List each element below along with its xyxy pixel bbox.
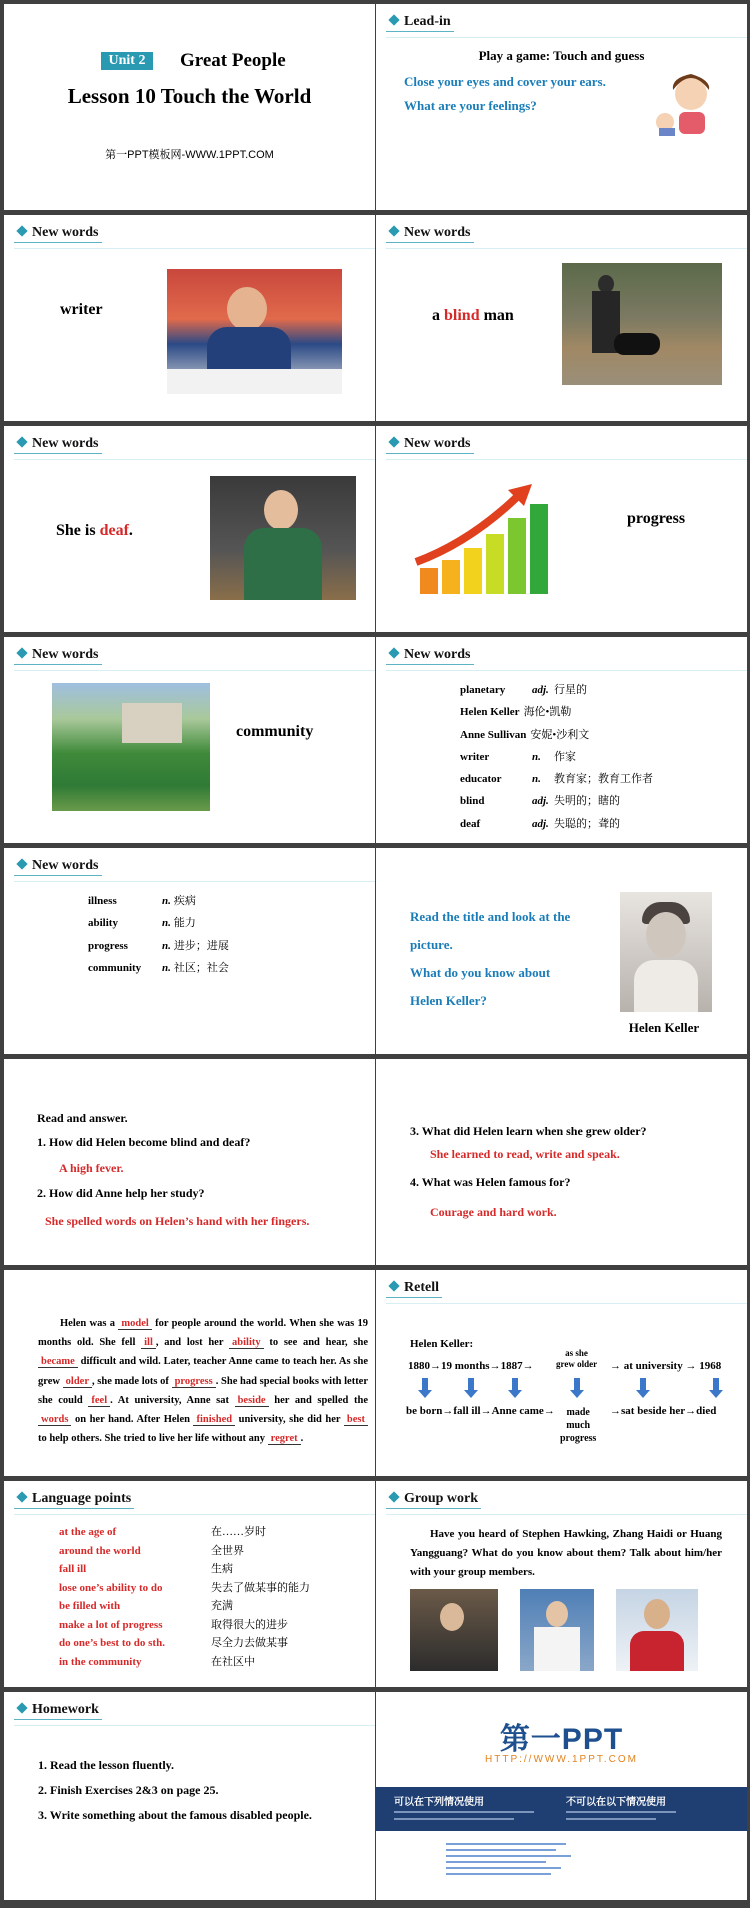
slide-header: Homework <box>14 1702 102 1720</box>
diamond-icon <box>16 647 27 658</box>
sentence-she-is-deaf: She is deaf. <box>56 522 133 539</box>
huang-yangguang-photo <box>616 1589 698 1671</box>
vocab-row: planetary adj. 行星的 <box>460 684 587 696</box>
vocab-row: writer n. 作家 <box>460 750 576 763</box>
slide-header: Language points <box>14 1491 134 1509</box>
timeline-arrows <box>376 1374 747 1402</box>
phrase-row: be filled with 充满 <box>59 1600 233 1612</box>
slide-header: New words <box>14 225 102 243</box>
link-list <box>416 1840 716 1888</box>
blank-answer: older <box>63 1376 92 1388</box>
girl-covering-ears-illustration <box>651 66 723 138</box>
writer-photo <box>167 269 342 394</box>
slide-header: Retell <box>386 1280 442 1298</box>
ppt-logo: 第一PPT <box>499 1723 624 1756</box>
zhang-haidi-photo <box>520 1589 594 1671</box>
vocabulary-list <box>460 679 653 835</box>
vocab-row: community n. 社区；社会 <box>88 961 229 974</box>
diamond-icon <box>388 647 399 658</box>
blind-man-photo <box>562 263 722 385</box>
passage: Helen was a model for people around the world. When she was 19 months old. She fell ill , and lost her ability to see and hear, she became difficult and wild. Later, teacher Anne came to teach her. As she grew older , she made lots of progress . She had special books with letter she could feel . At university, Anne sat beside her and spelled the words on her hand. After Helen finished university, she did her best to help others. She tried to live her life without any regret . <box>38 1318 369 1445</box>
timeline-grew-older: as she grew older <box>556 1348 598 1369</box>
vocab-row: progress n. 进步；进展 <box>88 939 229 952</box>
slide-retell <box>376 1270 747 1476</box>
lesson-title: Lesson 10 Touch the World <box>67 84 312 108</box>
slide-header: New words <box>14 436 102 454</box>
phrase-row: around the world 全世界 <box>59 1544 244 1557</box>
slide-new-words-list-2 <box>4 848 375 1054</box>
answer-3: She learned to read, write and speak. <box>430 1147 620 1161</box>
slide-read-and-answer-1 <box>4 1059 375 1265</box>
slide-header: New words <box>386 436 474 454</box>
phrase-row: in the community 在社区中 <box>59 1655 255 1668</box>
word-community: community <box>236 723 314 740</box>
read-and-answer-title: Read and answer. <box>37 1111 128 1125</box>
answer-4: Courage and hard work. <box>430 1205 557 1219</box>
community-group-photo <box>52 683 210 811</box>
question-2: 2. How did Anne help her study? <box>37 1186 205 1200</box>
vocab-row: Helen Keller 海伦•凯勒 <box>460 706 572 719</box>
blank-answer: finished <box>193 1414 235 1426</box>
diamond-icon <box>16 858 27 869</box>
slide-header: New words <box>386 647 474 665</box>
timeline-years: 1880→19 months→1887→ <box>408 1360 534 1372</box>
homework-item-3: 3. Write something about the famous disabled people. <box>38 1808 312 1822</box>
blank-answer: words <box>38 1414 71 1426</box>
blank-answer: ability <box>229 1337 264 1349</box>
slide-template-ad <box>376 1692 747 1900</box>
blank-answer: best <box>344 1414 368 1426</box>
blank-answer: model <box>118 1318 151 1330</box>
diamond-icon <box>388 14 399 25</box>
blank-answer: ill <box>141 1337 156 1349</box>
slide-new-words-deaf <box>4 426 375 632</box>
blank-answer: became <box>38 1356 78 1368</box>
intro-question: Read the title and look at the picture. What do you know about Helen Keller? <box>410 909 571 1008</box>
ppt-url: HTTP://WWW.1PPT.COM <box>485 1754 638 1765</box>
timeline-progress-event: made much progress <box>560 1407 597 1444</box>
slide-header: Lead-in <box>386 14 454 32</box>
slide-homework <box>4 1692 375 1900</box>
diamond-icon <box>16 436 27 447</box>
timeline-events: be born→fall ill→Anne came→ <box>406 1405 555 1417</box>
vocab-row: educator n. 教育家；教育工作者 <box>460 773 653 786</box>
phrase-row: fall ill 生病 <box>59 1563 233 1575</box>
timeline-end: → at university → 1968 <box>610 1360 722 1372</box>
word-writer: writer <box>60 301 103 318</box>
diamond-icon <box>388 1280 399 1291</box>
diamond-icon <box>16 1702 27 1713</box>
slide-title <box>4 4 375 210</box>
phrase-row: make a lot of progress 取得很大的进步 <box>59 1618 288 1631</box>
question-1: 1. How did Helen become blind and deaf? <box>37 1135 251 1149</box>
vocab-row: ability n. 能力 <box>88 917 196 930</box>
slide-new-words-writer <box>4 215 375 421</box>
phrase-row: do one’s best to do sth. 尽全力去做某事 <box>59 1637 288 1649</box>
answer-1: A high fever. <box>59 1161 124 1175</box>
diamond-icon <box>388 225 399 236</box>
progress-bar-chart-illustration <box>410 482 570 604</box>
unit-badge: Unit 2 <box>101 52 153 70</box>
deaf-woman-photo <box>210 476 356 600</box>
slide-read-and-answer-2 <box>376 1059 747 1265</box>
slide-group-work <box>376 1481 747 1687</box>
slide-lead-in <box>376 4 747 210</box>
vocab-row: blind adj. 失明的；瞎的 <box>460 795 620 808</box>
helen-keller-portrait <box>620 892 712 1012</box>
diamond-icon <box>16 1491 27 1502</box>
vocab-row: Anne Sullivan 安妮•沙利文 <box>460 728 590 741</box>
slide-helen-keller-intro <box>376 848 747 1054</box>
game-title: Play a game: Touch and guess <box>478 48 645 63</box>
blank-answer: feel <box>88 1395 110 1407</box>
slide-new-words-blind <box>376 215 747 421</box>
phrase-row: at the age of 在……岁时 <box>59 1526 266 1538</box>
slide-new-words-community <box>4 637 375 843</box>
slide-new-words-list-1 <box>376 637 747 843</box>
vocab-row: deaf adj. 失聪的；聋的 <box>460 817 620 830</box>
usage-banner <box>376 1787 747 1831</box>
slide-fill-in-passage <box>4 1270 375 1476</box>
question-4: 4. What was Helen famous for? <box>410 1175 571 1189</box>
homework-item-1: 1. Read the lesson fluently. <box>38 1758 175 1772</box>
diamond-icon <box>16 225 27 236</box>
vocab-row: illness n. 疾病 <box>88 895 196 907</box>
blank-answer: regret <box>268 1433 301 1445</box>
slide-new-words-progress <box>376 426 747 632</box>
retell-name: Helen Keller: <box>410 1338 474 1350</box>
unit-title: Great People <box>180 50 286 71</box>
stephen-hawking-photo <box>410 1589 498 1671</box>
question-3: 3. What did Helen learn when she grew older? <box>410 1124 647 1138</box>
portrait-caption: Helen Keller <box>628 1020 700 1035</box>
cannot-use-heading: 不可以在以下情况使用 <box>566 1797 666 1808</box>
slide-header: Group work <box>386 1491 481 1509</box>
word-progress: progress <box>627 510 686 527</box>
homework-item-2: 2. Finish Exercises 2&3 on page 25. <box>38 1783 219 1797</box>
slide-language-points <box>4 1481 375 1687</box>
instruction-line-2: What are your feelings? <box>404 98 537 113</box>
diamond-icon <box>388 1491 399 1502</box>
group-work-prompt: Have you heard of Stephen Hawking, Zhang Haidi or Huang Yangguang? What do you know about them? Talk about him/her with your group members. <box>410 1528 722 1578</box>
diamond-icon <box>388 436 399 447</box>
slide-header: New words <box>14 647 102 665</box>
blank-answer: progress <box>172 1376 216 1388</box>
answer-2: She spelled words on Helen’s hand with her fingers. <box>45 1214 310 1228</box>
language-points-list <box>59 1523 310 1671</box>
vocabulary-list <box>88 890 229 979</box>
instruction-line-1: Close your eyes and cover your ears. <box>404 74 606 89</box>
timeline-events-end: →sat beside her→died <box>610 1405 717 1417</box>
phrase-blind-man: a blind man <box>432 307 514 324</box>
slide-header: New words <box>386 225 474 243</box>
can-use-heading: 可以在下列情况使用 <box>394 1797 484 1808</box>
phrase-row: lose one’s ability to do 失去了做某事的能力 <box>59 1581 310 1594</box>
source-text: 第一PPT模板网-WWW.1PPT.COM <box>105 149 274 161</box>
slide-header: New words <box>14 858 102 876</box>
blank-answer: beside <box>235 1395 269 1407</box>
